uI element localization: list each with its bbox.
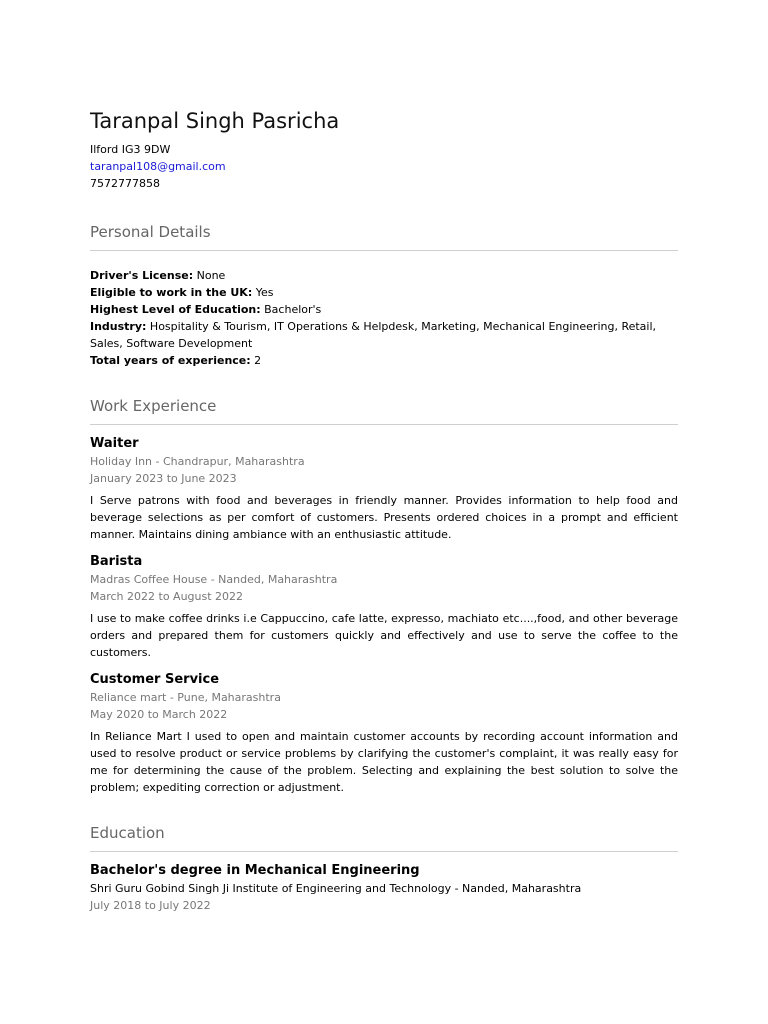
job-dates: May 2020 to March 2022 bbox=[90, 708, 228, 721]
detail-label: Driver's License: bbox=[90, 269, 194, 282]
detail-value: None bbox=[193, 269, 226, 282]
education-entry bbox=[90, 862, 678, 914]
detail-value: Bachelor's bbox=[260, 303, 322, 316]
job-title: Customer Service bbox=[90, 672, 220, 687]
personal-details-section bbox=[90, 221, 678, 369]
job-entry bbox=[90, 553, 678, 661]
detail-label: Industry: bbox=[90, 320, 147, 333]
location-text: Ilford IG3 9DW bbox=[90, 143, 171, 156]
education-section bbox=[90, 822, 678, 914]
job-title: Barista bbox=[90, 554, 143, 569]
detail-label: Total years of experience: bbox=[90, 354, 251, 367]
detail-row-education-level bbox=[90, 301, 678, 318]
section-title-work-experience: Work Experience bbox=[90, 395, 678, 425]
detail-row-drivers-license bbox=[90, 267, 678, 284]
section-title-education: Education bbox=[90, 822, 678, 852]
personal-details-list bbox=[90, 267, 678, 369]
phone-text: 7572777858 bbox=[90, 177, 160, 190]
detail-row-total-experience bbox=[90, 352, 678, 369]
email-line bbox=[90, 158, 678, 175]
candidate-name: Taranpal Singh Pasricha bbox=[90, 109, 340, 133]
job-company: Reliance mart - Pune, Maharashtra bbox=[90, 691, 281, 704]
job-company: Madras Coffee House - Nanded, Maharashtra bbox=[90, 573, 338, 586]
detail-value: 2 bbox=[250, 354, 262, 367]
detail-row-eligible-uk bbox=[90, 284, 678, 301]
job-description: In Reliance Mart I used to open and maintain customer accounts by recording account information and used to resolve product or service problems by clarifying the customer's complaint, it was really easy for me for determining the cause of the problem. Selecting and explaining the best solution to solve the problem; expediting correction or adjustment. bbox=[90, 730, 678, 794]
email-link[interactable]: taranpal108@gmail.com bbox=[90, 160, 226, 173]
education-dates: July 2018 to July 2022 bbox=[90, 899, 211, 912]
detail-label: Eligible to work in the UK: bbox=[90, 286, 253, 299]
detail-row-industry bbox=[90, 318, 678, 352]
section-title-personal-details: Personal Details bbox=[90, 221, 678, 251]
education-school: Shri Guru Gobind Singh Ji Institute of Engineering and Technology - Nanded, Maharashtra bbox=[90, 882, 582, 895]
job-dates: January 2023 to June 2023 bbox=[90, 472, 237, 485]
work-experience-section bbox=[90, 395, 678, 796]
education-degree: Bachelor's degree in Mechanical Engineering bbox=[90, 863, 420, 878]
job-dates: March 2022 to August 2022 bbox=[90, 590, 244, 603]
detail-value: Hospitality & Tourism, IT Operations & Helpdesk, Marketing, Mechanical Engineering, Retail, Sales, Software Development bbox=[90, 320, 657, 350]
detail-value: Yes bbox=[252, 286, 274, 299]
job-company: Holiday Inn - Chandrapur, Maharashtra bbox=[90, 455, 305, 468]
detail-label: Highest Level of Education: bbox=[90, 303, 261, 316]
resume-content bbox=[90, 104, 678, 914]
job-description: I Serve patrons with food and beverages in friendly manner. Provides information to help food and beverage selections as per comfort of customers. Presents ordered choices in a prompt and efficient manner. Maintains dining ambiance with an enthusiastic attitude. bbox=[90, 494, 678, 541]
job-entry bbox=[90, 435, 678, 543]
job-title: Waiter bbox=[90, 436, 139, 451]
job-description: I use to make coffee drinks i.e Cappuccino, cafe latte, expresso, machiato etc....,food, and other beverage orders and prepared them for customers quickly and effectively and use to serve the coffee to the customers. bbox=[90, 612, 678, 659]
job-entry bbox=[90, 671, 678, 796]
